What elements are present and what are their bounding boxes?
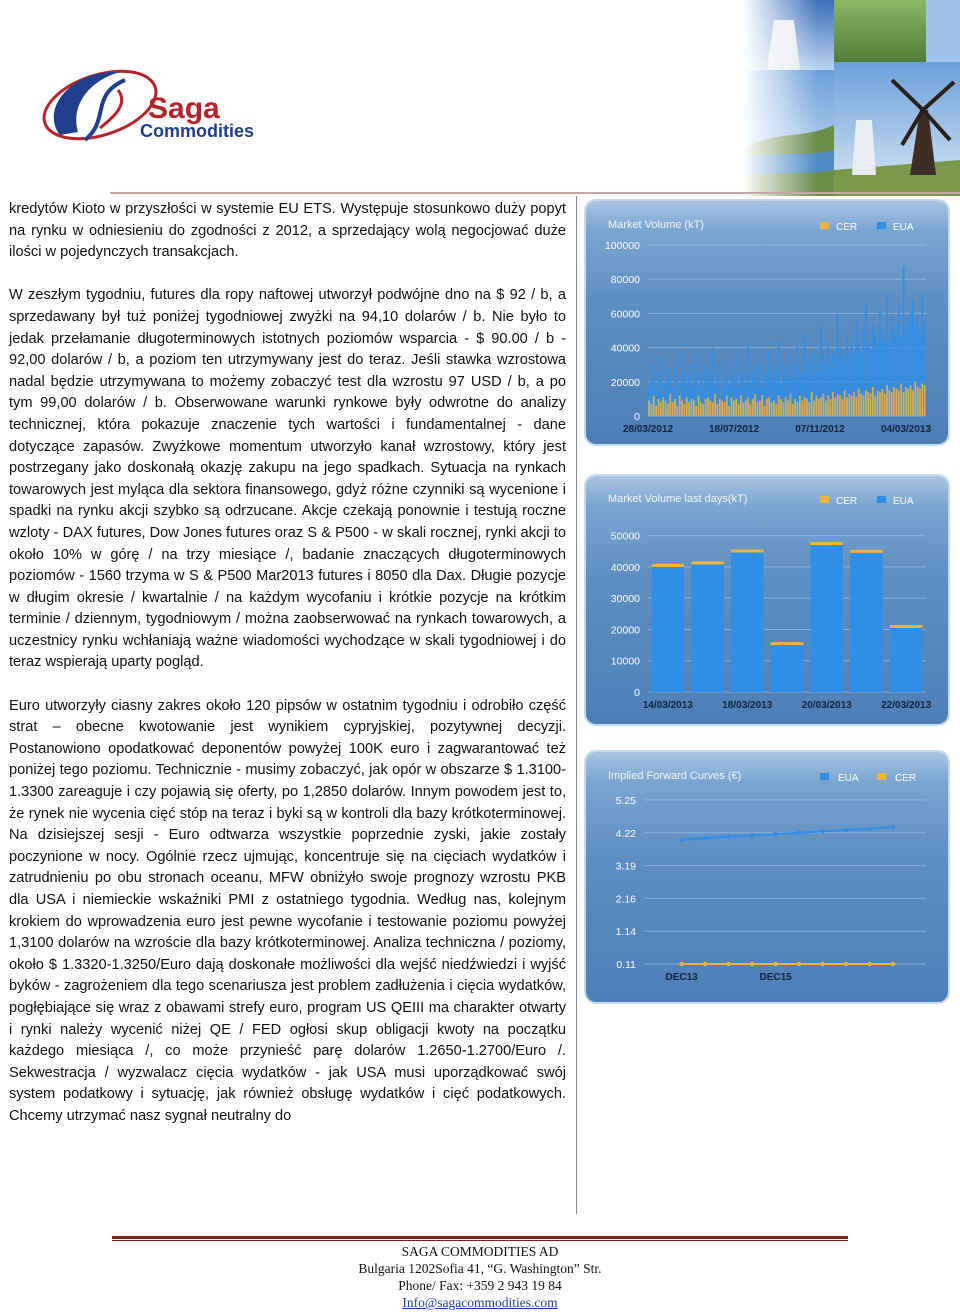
bar-cer: [674, 399, 676, 416]
bar-cer: [867, 392, 869, 416]
bar-cer: [780, 399, 782, 416]
point-cer: [703, 962, 707, 966]
bar-cer: [740, 395, 742, 416]
bar-cer: [648, 401, 650, 416]
footer-divider-thin: [112, 1240, 848, 1241]
bar-cer: [853, 392, 855, 416]
y-tick-label: 2.16: [615, 893, 636, 906]
bar-cer: [910, 385, 912, 416]
bar-cer: [681, 401, 683, 416]
market-volume-svg: [586, 201, 948, 444]
bar-cer: [832, 392, 834, 416]
bar-cer: [782, 402, 784, 416]
bar-cer: [667, 404, 669, 416]
bar-cer: [891, 392, 893, 416]
bar-cer: [700, 402, 702, 416]
bar-cer: [695, 406, 697, 416]
column-divider: [576, 196, 577, 1214]
x-tick-label: 18/07/2012: [708, 424, 760, 435]
y-tick-label: 30000: [610, 593, 640, 606]
bar-cer: [742, 402, 744, 416]
bar-cer: [884, 394, 886, 416]
bar-cer: [731, 550, 764, 553]
header-divider: [110, 192, 960, 194]
bar-cer: [889, 390, 891, 416]
bar-eua: [731, 553, 764, 692]
bar-cer: [691, 399, 693, 416]
bar-cer: [702, 404, 704, 416]
bar-cer: [709, 401, 711, 416]
bar-eua: [691, 564, 724, 692]
bar-cer: [830, 399, 832, 416]
y-tick-label: 3.19: [615, 860, 636, 873]
bar-cer: [921, 384, 923, 416]
y-tick-label: 4.22: [615, 827, 636, 840]
bar-cer: [801, 401, 803, 416]
bar-cer: [764, 406, 766, 416]
bar-cer: [890, 625, 923, 628]
y-tick-label: 20000: [610, 624, 640, 637]
bar-cer: [851, 395, 853, 416]
point-eua: [844, 828, 848, 832]
footer-phone: Phone/ Fax: +359 2 943 19 84: [398, 1278, 562, 1293]
point-cer: [797, 962, 801, 966]
legend-label-eua: EUA: [838, 773, 859, 784]
bar-cer: [669, 394, 671, 416]
y-tick-label: 50000: [610, 530, 640, 543]
legend-label-eua: EUA: [893, 496, 914, 507]
y-tick-label: 0: [634, 687, 640, 699]
bar-cer: [686, 397, 688, 416]
bar-cer: [799, 395, 801, 416]
bar-cer: [860, 394, 862, 416]
bar-cer: [792, 404, 794, 416]
legend-label-cer: CER: [836, 222, 858, 233]
y-tick-label: 100000: [604, 240, 640, 252]
x-tick-label: 22/03/2013: [881, 700, 932, 711]
bar-cer: [778, 395, 780, 416]
implied-forward-curves-svg: [586, 752, 948, 1002]
bar-cer: [771, 642, 804, 645]
footer-address: Bulgaria 1202Sofia 41, “G. Washington” Str.: [358, 1261, 602, 1276]
market-volume-last-days-chart: [586, 476, 948, 724]
bar-cer: [785, 397, 787, 416]
point-eua: [726, 834, 730, 838]
bar-cer: [747, 397, 749, 416]
bar-cer: [719, 399, 721, 416]
x-tick-label: 14/03/2013: [642, 700, 693, 711]
bar-cer: [858, 389, 860, 416]
bar-cer: [754, 394, 756, 416]
bar-cer: [731, 397, 733, 416]
bar-cer: [810, 542, 843, 545]
line-eua: [682, 827, 894, 840]
bar-cer: [655, 406, 657, 416]
bar-cer: [761, 395, 763, 416]
article-text: [9, 199, 566, 1128]
bar-cer: [735, 399, 737, 416]
bar-cer: [823, 394, 825, 416]
bar-cer: [917, 387, 919, 416]
point-eua: [679, 838, 683, 842]
bar-cer: [863, 395, 865, 416]
bar-cer: [775, 404, 777, 416]
bar-cer: [662, 397, 664, 416]
bar-cer: [834, 397, 836, 416]
legend-swatch-eua: [877, 496, 886, 503]
bar-cer: [924, 385, 926, 416]
point-eua: [750, 833, 754, 837]
bar-cer: [797, 402, 799, 416]
bar-cer: [848, 394, 850, 416]
bar-cer: [733, 401, 735, 416]
logo-text-saga: Saga: [148, 92, 220, 125]
bar-cer: [757, 402, 759, 416]
bar-cer: [827, 395, 829, 416]
x-tick-label: DEC13: [665, 972, 698, 983]
market-volume-chart: [586, 201, 948, 444]
bar-cer: [844, 390, 846, 416]
bar-cer: [691, 561, 724, 564]
bar-cer: [721, 401, 723, 416]
bar-cer: [684, 404, 686, 416]
saga-commodities-logo: [30, 50, 320, 160]
footer-email-link[interactable]: Info@sagacommodities.com: [402, 1295, 558, 1310]
point-cer: [679, 962, 683, 966]
point-cer: [844, 962, 848, 966]
y-tick-label: 40000: [610, 342, 640, 355]
point-cer: [891, 962, 895, 966]
bar-cer: [881, 389, 883, 416]
legend-label-eua: EUA: [893, 222, 914, 233]
bar-cer: [651, 404, 653, 416]
bar-cer: [893, 387, 895, 416]
point-cer: [726, 962, 730, 966]
bar-cer: [752, 399, 754, 416]
bar-cer: [771, 402, 773, 416]
bar-cer: [914, 382, 916, 416]
chart-title: Market Volume last days(kT): [608, 493, 748, 505]
bar-cer: [759, 401, 761, 416]
bar-cer: [766, 399, 768, 416]
bar-cer: [886, 385, 888, 416]
paragraph-oil-markets: W zeszłym tygodniu, futures dla ropy naftowej utworzył podwójne dno na $ 92 / b, a sprzedawany był tuż poniżej tygodniowej zwyżki na 94,10 dolarów / b. Nie było to jedak przełamanie długoterminowych istotnych poziomów wsparcia - $ 90.00 / b - 92,00 dolarów / b, a poziom ten utrzymywany jest do teraz. Jeśli stawka wzrostowa nadal będzie utrzymywana to możemy zobaczyć test dla wzrostu 97 USD / b, a po tym 99,00 dolarów / b. Obserwowane warunki rynkowe były odwrotne do analizy technicznej, która pokazuje znaczenie tych wartości i fundamentalnej - dane dotyczące zapasów. Zwyżkowe momentum utworzyło kanał wzrostowy, który jest postrzegany jako doskonałą okazję zakupu na jego spadkach. Sytuacja na rynkach towarowych jest myląca dla sektora finansowego, gdyż różne czynniki są wycenione i spadki na rynku akcji szybko są odrzucane. Akcje czekają ponownie i testują roczne wzloty - DAX futures, Dow Jones futures oraz S & P500 - w skali rocznej, rynki akcji to około 10% w górę / na trzy miesiące /, badanie znaczących długoterminowych poziomów - 1560 trzyma w S & P500 Mar2013 futures i 8050 dla Dax. Długie pozycje w długim okresie / kwartalnie / na każdym wycofaniu i krótkie pozycje na krótkim terminie / dziennym, tygodniowym / można zaobserwować na rynkach towarowych, a uczestnicy rynku wchłaniają ważne wiadomości wychodzące w skali tygodniowej i do teraz wspierają uparty pogląd.: [9, 287, 566, 671]
market-volume-last-days-svg: [586, 476, 948, 724]
bar-cer: [693, 401, 695, 416]
point-eua: [891, 825, 895, 829]
bar-cer: [804, 397, 806, 416]
bar-cer: [707, 397, 709, 416]
y-tick-label: 40000: [610, 561, 640, 574]
bar-cer: [658, 399, 660, 416]
y-tick-label: 0: [634, 411, 640, 423]
bar-cer: [856, 397, 858, 416]
logo-text-commodities: Commodities: [140, 121, 255, 141]
bar-cer: [717, 404, 719, 416]
bar-cer: [872, 387, 874, 416]
bar-cer: [811, 392, 813, 416]
bar-cer: [837, 394, 839, 416]
bar-cer: [898, 390, 900, 416]
y-tick-label: 20000: [610, 376, 640, 389]
legend-swatch-eua: [877, 222, 886, 229]
bar-cer: [652, 564, 685, 567]
bar-cer: [846, 397, 848, 416]
legend-swatch-cer: [820, 496, 829, 503]
bar-cer: [705, 399, 707, 416]
bar-cer: [865, 390, 867, 416]
bar-cer: [879, 392, 881, 416]
y-tick-label: 10000: [610, 655, 640, 668]
bar-cer: [874, 395, 876, 416]
bar-cer: [850, 550, 883, 553]
bar-cer: [728, 406, 730, 416]
bar-cer: [808, 402, 810, 416]
y-tick-label: 60000: [610, 308, 640, 321]
bar-cer: [787, 401, 789, 416]
point-cer: [773, 962, 777, 966]
bar-cer: [903, 392, 905, 416]
bar-cer: [841, 399, 843, 416]
legend-swatch-cer: [820, 222, 829, 229]
legend-swatch-eua: [820, 773, 829, 780]
bar-cer: [794, 399, 796, 416]
header-photo-collage: [742, 0, 960, 196]
bar-cer: [790, 394, 792, 416]
footer-divider: [112, 1236, 848, 1239]
x-tick-label: DEC15: [759, 972, 792, 983]
bar-cer: [818, 399, 820, 416]
bar-cer: [712, 402, 714, 416]
bar-cer: [653, 395, 655, 416]
x-tick-label: 18/03/2013: [722, 700, 773, 711]
x-tick-label: 07/11/2012: [795, 424, 845, 435]
bar-cer: [813, 401, 815, 416]
bar-cer: [820, 397, 822, 416]
legend-label-cer: CER: [895, 773, 917, 784]
bar-cer: [900, 384, 902, 416]
bar-eua: [652, 567, 685, 692]
bar-eua: [850, 553, 883, 692]
bar-cer: [665, 401, 667, 416]
bar-cer: [870, 394, 872, 416]
page-header: [0, 0, 960, 196]
x-tick-label: 20/03/2013: [801, 700, 852, 711]
point-eua: [773, 832, 777, 836]
y-tick-label: 80000: [610, 274, 640, 287]
paragraph-kioto: kredytów Kioto w przyszłości w systemie EU ETS. Występuje stosunkowo duży popyt na rynku w odniesieniu do zgodności z 2012, a sprzedający wolą negocjować duże ilości w pojedynczych transakcjach.: [9, 201, 566, 261]
point-eua: [867, 827, 871, 831]
bar-cer: [726, 395, 728, 416]
point-eua: [703, 836, 707, 840]
bar-cer: [773, 401, 775, 416]
x-tick-label: 04/03/2013: [880, 424, 932, 435]
bar-cer: [806, 399, 808, 416]
bar-cer: [660, 402, 662, 416]
y-tick-label: 5.25: [615, 795, 636, 807]
footer-company: SAGA COMMODITIES AD: [401, 1244, 559, 1259]
bar-cer: [839, 395, 841, 416]
paragraph-euro: Euro utworzyły ciasny zakres około 120 pipsów w ostatnim tygodniu i odrobiło część strat – obecne kwotowanie jest wynikiem cypryjskiej, pozytywnej decyzji. Postanowiono opodatkować deponentów powyżej 100K euro i zagwarantować też poniżej tego poziomu. Technicznie - musimy zobaczyć, jak opór w obszarze $ 1.3100-1.3300 zareaguje i czy pojawią się oferty, po 1,2850 dolarów. Innym powodem jest to, że rynek nie wycenia cięć stóp na teraz i byki są w kontroli dla bazy krótkoterminowej. Na dzisiejszej sesji - Euro odtwarza wszystkie poprzednie zyski, jakie zostały poczynione w nocy. Ogólnie rzecz ujmując, koncentruje się na cięciach wydatków i zatrudnieniu po obu stronach oceanu, MFW obniżyło swoje prognozy wzrostu PKB dla USA i niemieckie wskaźniki PMI z ostatniego tygodnia. Według nas, kolejnym krokiem do wprowadzenia euro jest pewne wycofanie i testowanie poziomu powyżej 1,3100 dolarów na wzroście dla bazy krótkoterminowej. Analiza techniczna / poziomy, około $ 1.3320-1.3250/Euro dają doskonałe możliwości dla wejść niedźwiedzi i wyjść byków - zagrożeniem dla tego scenariusza jest problem zadłużenia i cięcia wydatków, pogłębiające się wraz z obawami strefy euro, program US QEIII ma charakter otwarty i rynki należy wycenić niżej QE / FED ogłosi skup obligacji kwoty na początku każdego miesiąca /, co może przynieść parę dolarów 1.2650-1.2700/Euro /. Sekwestracja / wyzwalacz cięcia wydatków - jak USA musi uporządkować swój system podatkowy i sytuację, jak również obsługę wydatków i cięć podatkowych. Chcemy utrzymać nasz sygnał neutralny do: [9, 697, 566, 1124]
bar-eua: [810, 545, 843, 692]
page-footer: [0, 1243, 960, 1311]
point-eua: [797, 831, 801, 835]
bar-eua: [890, 628, 923, 692]
y-tick-label: 0.11: [616, 959, 636, 971]
bar-cer: [714, 394, 716, 416]
y-tick-label: 1.14: [615, 926, 636, 939]
bar-cer: [698, 395, 700, 416]
point-cer: [867, 962, 871, 966]
bar-cer: [745, 401, 747, 416]
bar-cer: [815, 395, 817, 416]
bar-cer: [672, 402, 674, 416]
bar-cer: [738, 404, 740, 416]
chart-title: Implied Forward Curves (€): [608, 770, 742, 782]
point-cer: [750, 962, 754, 966]
bar-cer: [896, 389, 898, 416]
bar-eua: [771, 645, 804, 692]
bar-cer: [750, 404, 752, 416]
bar-cer: [877, 390, 879, 416]
point-eua: [820, 829, 824, 833]
point-cer: [820, 962, 824, 966]
bar-cer: [679, 395, 681, 416]
bar-cer: [768, 397, 770, 416]
legend-label-cer: CER: [836, 496, 858, 507]
bar-cer: [676, 406, 678, 416]
bar-cer: [825, 401, 827, 416]
bar-cer: [724, 402, 726, 416]
bar-cer: [907, 389, 909, 416]
bar-cer: [919, 389, 921, 416]
chart-title: Market Volume (kT): [608, 219, 704, 231]
implied-forward-curves-chart: [586, 752, 948, 1002]
legend-swatch-cer: [877, 773, 886, 780]
x-tick-label: 28/03/2012: [622, 424, 674, 435]
bar-cer: [912, 390, 914, 416]
bar-cer: [905, 387, 907, 416]
bar-cer: [688, 402, 690, 416]
